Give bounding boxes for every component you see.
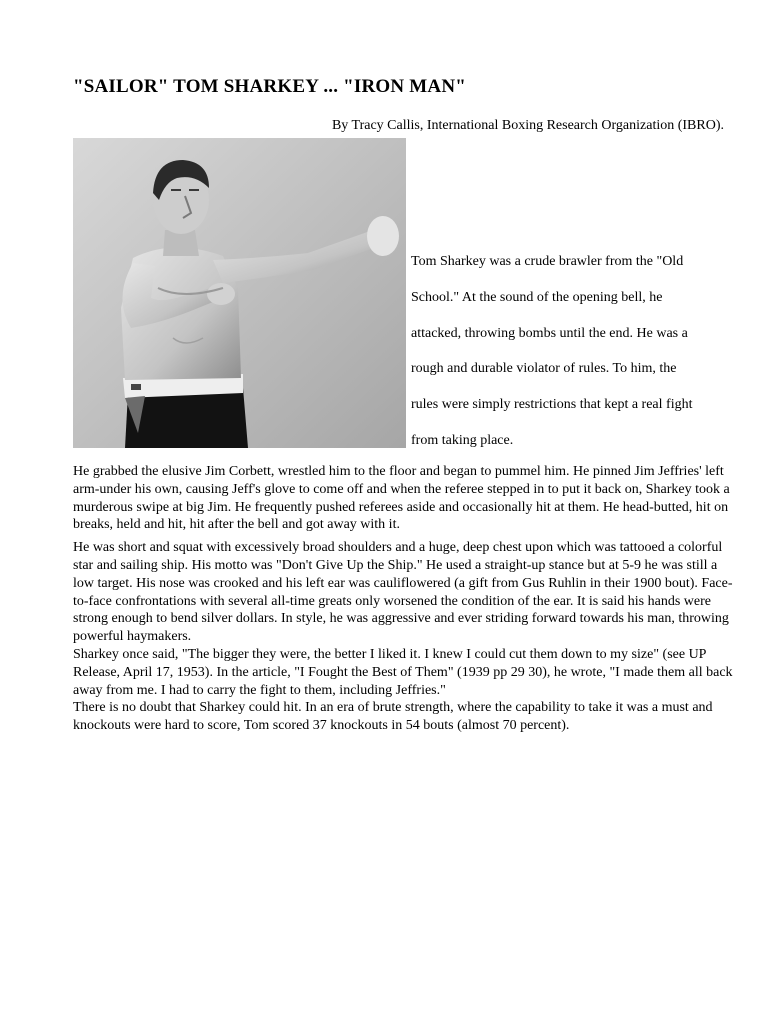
intro-text <box>411 244 731 459</box>
intro-line: School." At the sound of the opening bell, he <box>411 289 663 305</box>
paragraph: He grabbed the elusive Jim Corbett, wrestled him to the floor and began to pummel him. He pinned Jim Jeffries' left arm-under his own, causing Jeff's glove to come off and when the referee stepped in to put it back on, Sharkey took a murderous swipe at big Jim. He frequently pushed referees aside and occasionally hit at them. He head-butted, hit on breaks, held and hit, hit after the bell and got away with it. <box>73 464 730 533</box>
intro-line: from taking place. <box>411 432 514 448</box>
intro-line: Tom Sharkey was a crude brawler from the "Old <box>411 254 684 269</box>
article-body <box>73 463 733 735</box>
article-title: "SAILOR" TOM SHARKEY ... "IRON MAN" <box>73 76 466 97</box>
intro-line: rough and durable violator of rules. To him, the <box>411 361 677 377</box>
intro-line: rules were simply restrictions that kept a real fight <box>411 397 693 413</box>
intro-line: attacked, throwing bombs until the end. He was a <box>411 325 688 341</box>
author-byline: By Tracy Callis, International Boxing Research Organization (IBRO). <box>331 118 724 133</box>
paragraph: There is no doubt that Sharkey could hit. In an era of brute strength, where the capability to take it was a must and knockouts were hard to score, Tom scored 37 knockouts in 54 bouts (almost 70 percent). <box>73 700 713 734</box>
paragraph: He was short and squat with excessively broad shoulders and a huge, deep chest upon which was tattooed a colorful star and sailing ship. His motto was "Don't Give Up the Ship." He used a straight-up stance but at 5-9 he was still a low target. His nose was crooked and his left ear was cauliflowered (a gift from Gus Ruhlin in their 1900 bout). Face-to-face confrontations with several all-time greats only worsened the condition of the ear. It is said his hands were strong enough to bend silver dollars. In style, he was aggressive and ever striding forward towards his man, throwing powerful haymakers. <box>73 540 733 645</box>
paragraph: Sharkey once said, "The bigger they were, the better I liked it. I knew I could cut them down to my size" (see UP Release, April 17, 1953). In the article, "I Fought the Best of Them" (1939 pp 29 30), he wrote, "I made them all back away from me. I had to carry the fight to them, including Jeffries." <box>73 646 733 698</box>
boxer-photo <box>73 138 406 448</box>
